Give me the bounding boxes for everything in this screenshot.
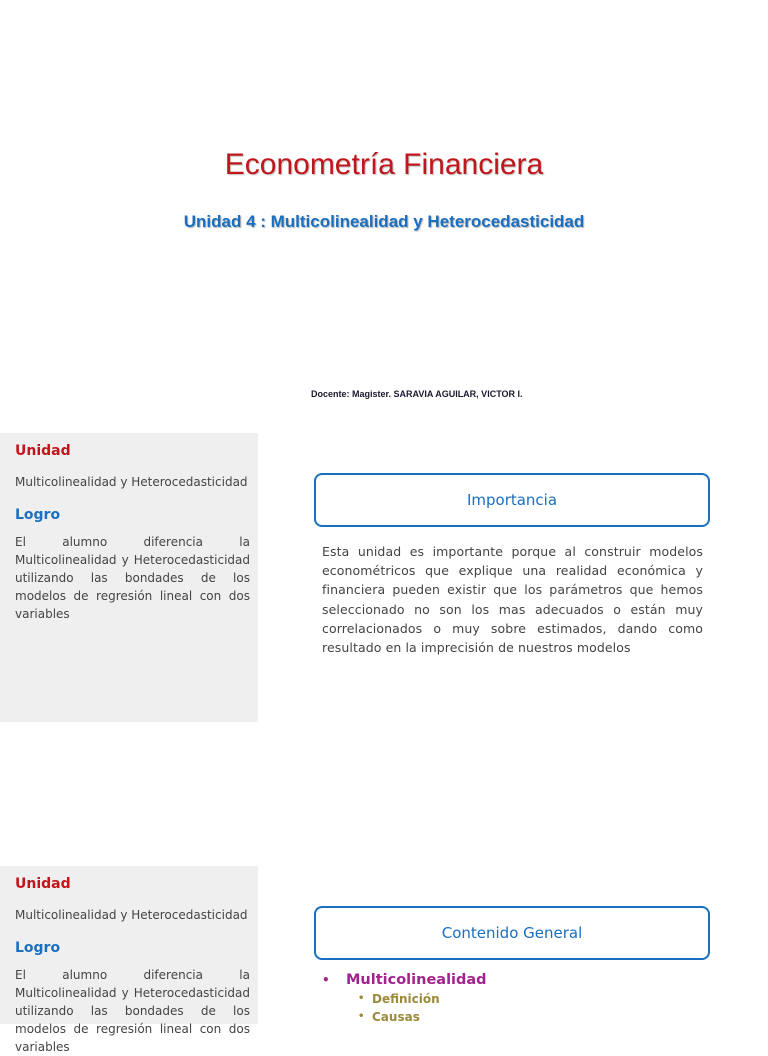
unidad-text: Multicolinealidad y Heterocedasticidad bbox=[15, 475, 248, 489]
importancia-box: Importancia bbox=[314, 473, 710, 527]
list-item-multicolinealidad bbox=[322, 972, 487, 988]
list-item-label: Multicolinealidad bbox=[346, 972, 487, 988]
side-panel-1 bbox=[0, 433, 258, 722]
unidad-heading: Unidad bbox=[15, 443, 71, 459]
content-list bbox=[322, 972, 487, 1026]
importancia-text: Esta unidad es importante porque al construir modelos econométricos que explique una realidad económica y financiera pueden existir que los parámetros que hemos seleccionado no son los mas adecuados o están muy correlacionados o muy sobre estimados, dando como resultado en la imprecisión de nuestros modelos bbox=[322, 544, 703, 656]
sub-item-label: Definición bbox=[372, 992, 440, 1006]
docente-label: Docente: Magister. SARAVIA AGUILAR, VICTOR I. bbox=[311, 389, 523, 399]
logro-text: El alumno diferencia la Multicolinealidad y Heterocedasticidad utilizando las bondades de los modelos de regresión lineal con dos variables bbox=[15, 535, 250, 621]
unidad-heading: Unidad bbox=[15, 876, 71, 892]
logro-heading: Logro bbox=[15, 507, 61, 523]
contenido-general-box: Contenido General bbox=[314, 906, 710, 960]
sub-item-label: Causas bbox=[372, 1010, 420, 1024]
bullet-icon: • bbox=[358, 1011, 365, 1022]
bullet-icon: • bbox=[358, 993, 365, 1004]
sub-list bbox=[358, 990, 487, 1026]
bullet-icon: • bbox=[322, 973, 330, 987]
document-title: Econometría Financiera bbox=[224, 148, 544, 181]
side-panel-2 bbox=[0, 866, 258, 1054]
logro-text: El alumno diferencia la Multicolinealidad y Heterocedasticidad utilizando las bondades de los modelos de regresión lineal con dos variables bbox=[15, 968, 250, 1054]
logro-heading: Logro bbox=[15, 940, 61, 956]
sub-item-causas bbox=[358, 1008, 487, 1026]
unit-subtitle: Unidad 4 : Multicolinealidad y Heterocedasticidad bbox=[183, 212, 585, 231]
unidad-text: Multicolinealidad y Heterocedasticidad bbox=[15, 908, 248, 922]
sub-item-definicion bbox=[358, 990, 487, 1008]
